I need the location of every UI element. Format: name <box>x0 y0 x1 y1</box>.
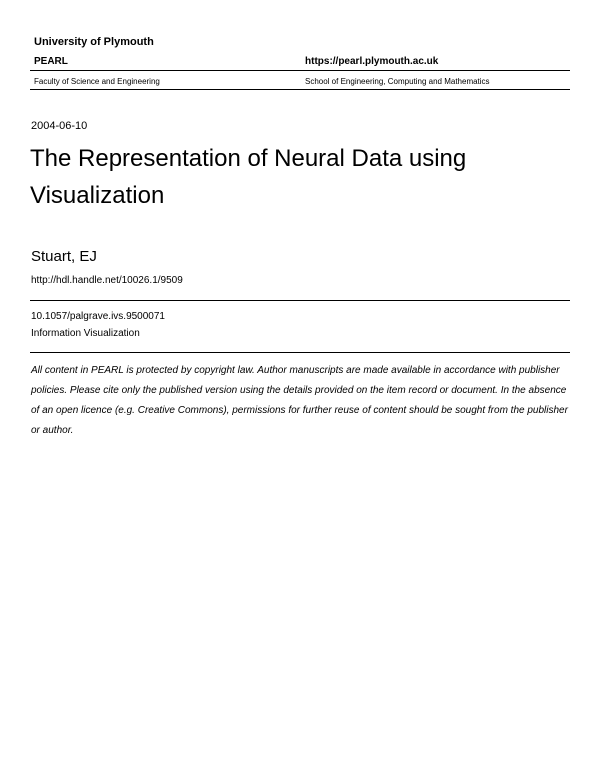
header-divider-bottom <box>30 89 570 90</box>
repository-url[interactable]: https://pearl.plymouth.ac.uk <box>305 56 439 67</box>
journal-name: Information Visualization <box>31 328 140 339</box>
record-divider-top <box>30 300 570 301</box>
faculty-name: Faculty of Science and Engineering <box>34 77 160 86</box>
author-name: Stuart, EJ <box>31 248 97 265</box>
doi: 10.1057/palgrave.ivs.9500071 <box>31 311 165 322</box>
copyright-notice: All content in PEARL is protected by copyright law. Author manuscripts are made available in accordance with publisher policies. Please cite only the published version using the details provided on the item record or document. In the absence of an open licence (e.g. Creative Commons), permissions for further reuse of content should be sought from the publisher or author. <box>31 365 568 436</box>
record-divider-bottom <box>30 352 570 353</box>
publication-date: 2004-06-10 <box>31 120 88 132</box>
document-title: The Representation of Neural Data using Visualization <box>30 145 467 209</box>
institution-name: University of Plymouth <box>34 36 154 48</box>
handle-link[interactable]: http://hdl.handle.net/10026.1/9509 <box>31 275 183 286</box>
school-name: School of Engineering, Computing and Mathematics <box>305 77 490 86</box>
header-divider-top <box>30 70 570 71</box>
repository-name: PEARL <box>34 56 68 67</box>
